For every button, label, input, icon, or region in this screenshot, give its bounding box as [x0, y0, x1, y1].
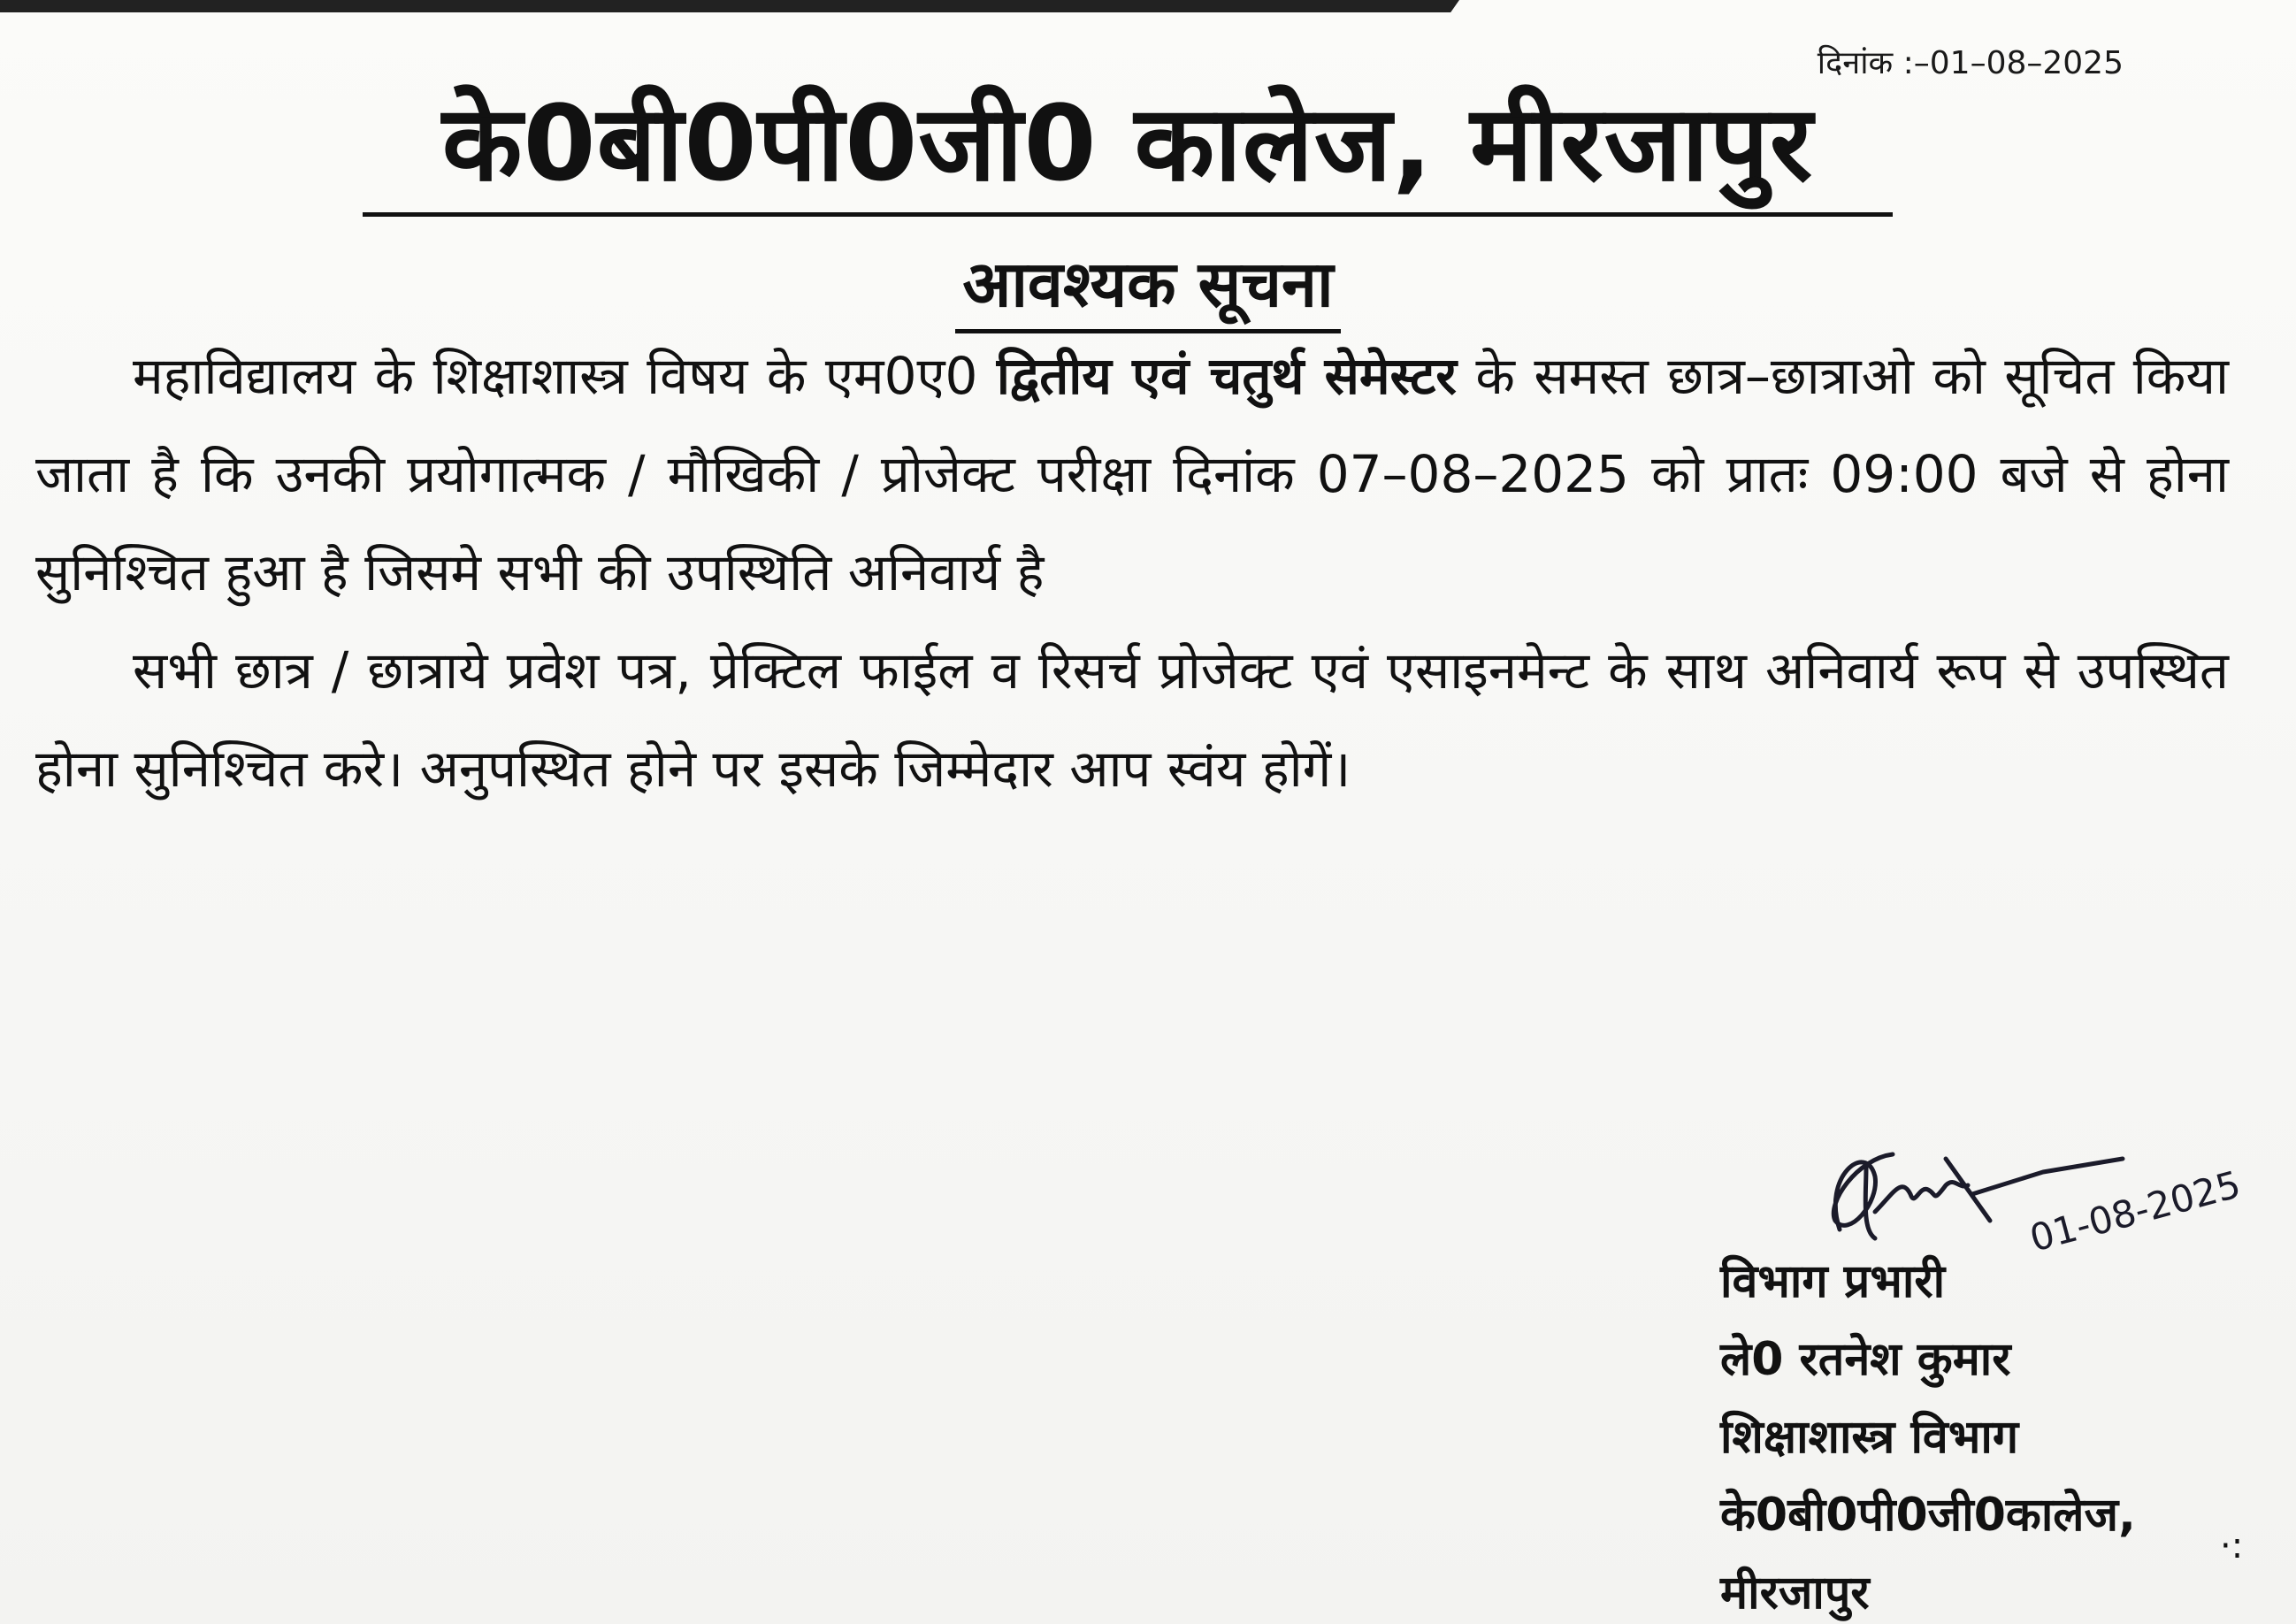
signatory-block: [1720, 1243, 2269, 1624]
title-underline: [363, 212, 1893, 217]
signatory-college: के0बी0पी0जी0कालेज,: [1720, 1489, 2136, 1542]
paper-corner-edge: [0, 0, 1459, 12]
notice-heading-text: आवश्यक सूचना: [955, 239, 1340, 333]
paragraph-1-bold: द्वितीय एवं चतुर्थ सेमेस्टर: [996, 346, 1458, 406]
paragraph-1: [35, 327, 2229, 622]
ink-dots: ·:: [2220, 1526, 2244, 1567]
notice-heading: [0, 239, 2296, 333]
signatory-role: विभाग प्रभारी: [1720, 1255, 1946, 1308]
paragraph-2: सभी छात्र / छात्राये प्रवेश पत्र, प्रेक्टिल फाईल व रिसर्च प्रोजेक्ट एवं एसाइनमेन्ट के साथ अनिवार्य रूप से उपस्थित होना सुनिश्चित करे। अनुपस्थित होने पर इसके जिम्मेदार आप स्वंय होगें।: [35, 640, 2229, 799]
notice-body: [35, 327, 2229, 818]
signatory-name: ले0 रतनेश कुमार: [1720, 1333, 2011, 1386]
paragraph-1-text-b: के समस्त छात्र–छात्राओ को सूचित किया जाता है कि उनकी प्रयोगात्मक / मौखिकी / प्रोजेक्ट परीक्षा दिनांक 07–08–2025 को प्रातः 09:00 बजे से होना सुनिश्चित हुआ है जिसमे सभी की उपस्थिति अनिवार्य है: [35, 346, 2230, 602]
paragraph-1-text-a: महाविद्यालय के शिक्षाशास्त्र विषय के एम0ए0: [133, 346, 997, 406]
notice-date: दिनांक :–01–08–2025: [1817, 45, 2124, 81]
college-title: के0बी0पी0जी0 कालेज, मीरजापुर: [441, 82, 1814, 204]
handwritten-date: 01-08-2025: [2024, 1162, 2246, 1260]
signatory-department: शिक्षाशास्त्र विभाग: [1720, 1411, 2019, 1464]
signatory-city: मीरजापुर: [1720, 1567, 1870, 1620]
